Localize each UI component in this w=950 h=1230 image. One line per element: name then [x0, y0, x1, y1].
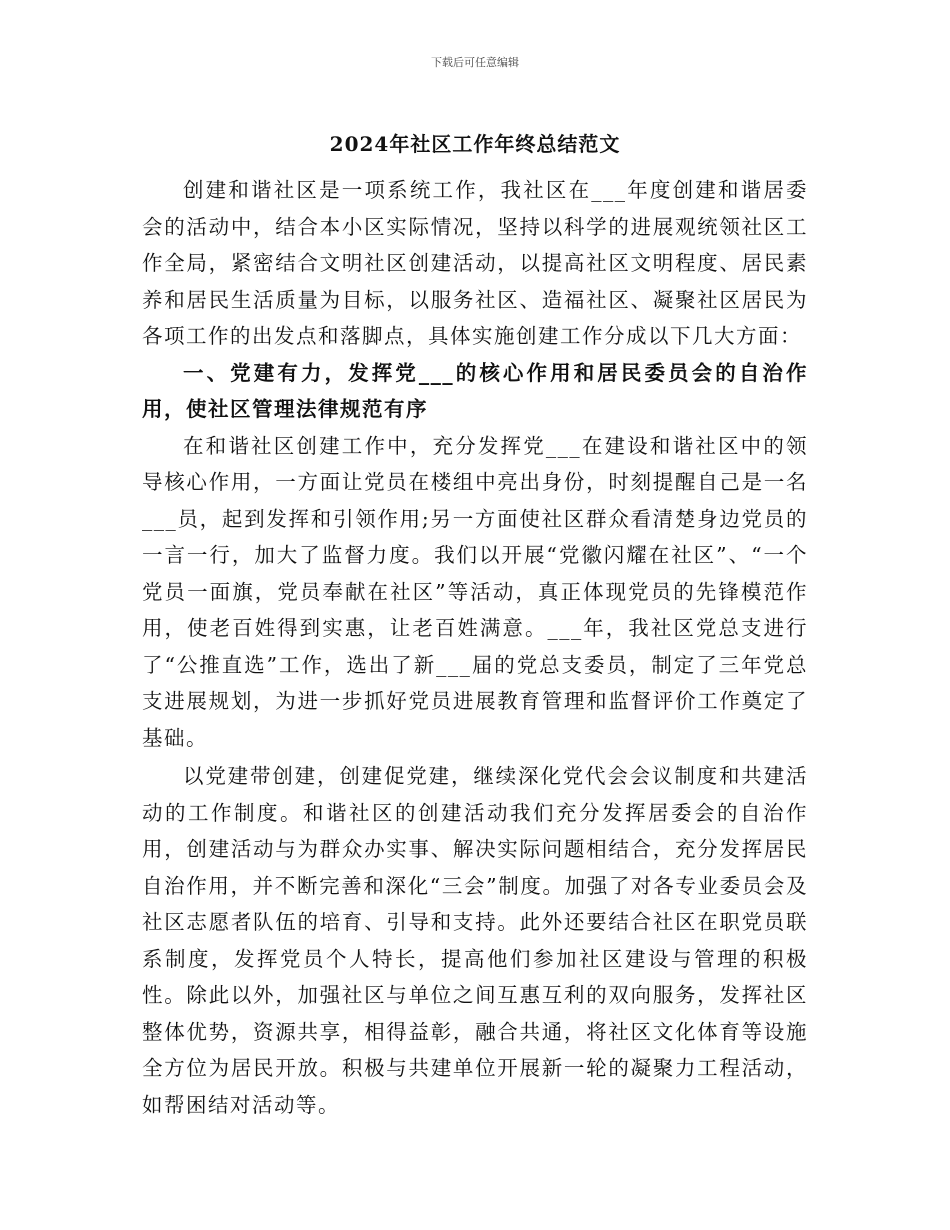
header-note: 下载后可任意编辑	[431, 56, 519, 69]
document-body	[142, 172, 808, 1123]
paragraph-intro: 创建和谐社区是一项系统工作，我社区在___年度创建和谐居委会的活动中，结合本小区实际情况，坚持以科学的进展观统领社区工作全局，紧密结合文明社区创建活动，以提高社区文明程度、居民素养和居民生活质量为目标，以服务社区、造福社区、凝聚社区居民为各项工作的出发点和落脚点，具体实施创建工作分成以下几大方面：	[142, 178, 808, 348]
paragraph-cocreation: 以党建带创建，创建促党建，继续深化党代会会议制度和共建活动的工作制度。和谐社区的创建活动我们充分发挥居委会的自治作用，创建活动与为群众办实事、解决实际问题相结合，充分发挥居民自治作用，并不断完善和深化“三会”制度。加强了对各专业委员会及社区志愿者队伍的培育、引导和支持。此外还要结合社区在职党员联系制度，发挥党员个人特长，提高他们参加社区建设与管理的积极性。除此以外，加强社区与单位之间互惠互利的双向服务，发挥社区整体优势，资源共享，相得益彰，融合共通，将社区文化体育等设施全方位为居民开放。积极与共建单位开展新一轮的凝聚力工程活动，如帮困结对活动等。	[142, 764, 808, 1117]
document-title: 2024年社区工作年终总结范文	[329, 132, 621, 156]
paragraph-party-building: 在和谐社区创建工作中，充分发挥党___在建设和谐社区中的领导核心作用，一方面让党员在楼组中亮出身份，时刻提醒自己是一名___员，起到发挥和引领作用;另一方面使社区群众看清楚身边党员的一言一行，加大了监督力度。我们以开展“党徽闪耀在社区”、“一个党员一面旗，党员奉献在社区”等活动，真正体现党员的先锋模范作用，使老百姓得到实惠，让老百姓满意。___年，我社区党总支进行了“公推直选”工作，选出了新___届的党总支委员，制定了三年党总支进展规划，为进一步抓好党员进展教育管理和监督评价工作奠定了基础。	[142, 433, 808, 750]
section-heading-1: 一、党建有力，发挥党___的核心作用和居民委员会的自治作用，使社区管理法律规范有序	[142, 360, 808, 421]
